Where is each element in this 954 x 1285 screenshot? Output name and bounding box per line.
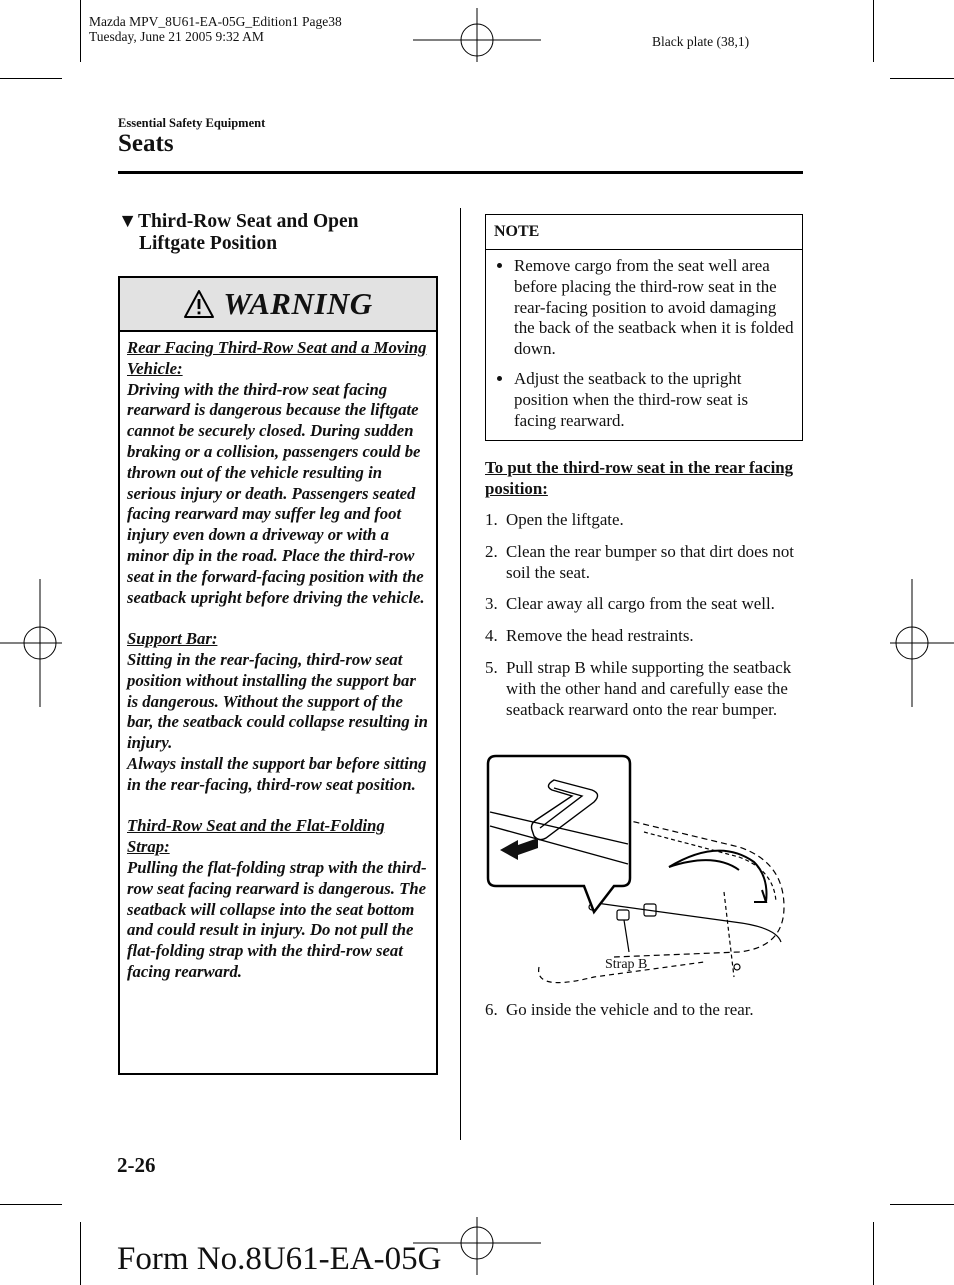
step-text: Remove the head restraints. xyxy=(506,626,694,646)
step-item xyxy=(485,658,805,720)
step-number: 1. xyxy=(485,510,498,529)
warning-body xyxy=(120,332,436,983)
warning-triangle-icon xyxy=(183,289,215,319)
step-number: 6. xyxy=(485,1000,498,1019)
form-number: Form No.8U61-EA-05G xyxy=(117,1241,442,1277)
heading-line2: Liftgate Position xyxy=(139,233,278,254)
step-item xyxy=(485,510,805,531)
seat-strap-illustration xyxy=(484,752,789,987)
figure-label: Strap B xyxy=(605,957,648,972)
plate-label: Black plate (38,1) xyxy=(652,34,750,49)
step-list xyxy=(485,510,805,731)
warning-box xyxy=(118,276,438,1075)
step-item xyxy=(485,542,805,584)
procedure-title: To put the third-row seat in the rear facing position: xyxy=(485,458,794,498)
column-divider xyxy=(460,208,461,1140)
warning-text: Pulling the flat-folding strap with the third-row seat facing rearward is dangerous. The seatback will collapse into the seat bottom and could result in injury. Do not pull the flat-folding strap with the third-row seat facing rearward. xyxy=(127,857,427,981)
heading-line1: Third-Row Seat and Open xyxy=(138,211,359,232)
warning-subtitle: Rear Facing Third-Row Seat and a Moving Vehicle: xyxy=(127,338,427,378)
warning-label: WARNING xyxy=(223,286,373,321)
step-number: 4. xyxy=(485,626,498,646)
warning-paragraph xyxy=(127,629,430,795)
warning-header xyxy=(120,278,436,332)
step-text: Go inside the vehicle and to the rear. xyxy=(506,1000,754,1019)
warning-text: Sitting in the rear-facing, third-row seat position without installing the support bar is dangerous. Without the support of the bar, the seatback could collapse resulting in injury. xyxy=(127,649,428,753)
step-text: Clean the rear bumper so that dirt does not soil the seat. xyxy=(506,541,794,582)
warning-subtitle: Support Bar: xyxy=(127,629,218,649)
step-number: 2. xyxy=(485,541,498,561)
title-rule xyxy=(118,171,803,174)
note-box xyxy=(485,214,803,441)
subsection-heading xyxy=(118,211,438,255)
heading-marker: ▼ xyxy=(118,211,138,232)
print-header-line2: Tuesday, June 21 2005 9:32 AM xyxy=(89,29,264,44)
warning-text: Always install the support bar before sitting in the rear-facing, third-row seat position. xyxy=(127,753,427,794)
warning-paragraph xyxy=(127,338,430,608)
warning-subtitle: Third-Row Seat and the Flat-Folding Strap: xyxy=(127,816,385,857)
note-item: • Adjust the seatback to the upright position when the third-row seat is facing rearward. xyxy=(514,369,794,431)
step-number: 3. xyxy=(485,594,498,614)
step-item xyxy=(485,626,805,647)
print-header-line1: Mazda MPV_8U61-EA-05G_Edition1 Page38 xyxy=(89,14,342,29)
note-title: NOTE xyxy=(486,215,802,250)
page-number: 2-26 xyxy=(117,1153,156,1177)
step-text: Pull strap B while supporting the seatback with the other hand and carefully ease the seatback rearward onto the rear bumper. xyxy=(506,657,792,719)
warning-paragraph xyxy=(127,816,430,982)
step-item xyxy=(485,594,805,615)
step-item xyxy=(485,1000,805,1021)
section-category: Essential Safety Equipment xyxy=(118,116,266,130)
note-item: • Remove cargo from the seat well area before placing the third-row seat in the rear-facing position to avoid damaging the back of the seatback when it is folded down. xyxy=(514,256,794,360)
page-title: Seats xyxy=(118,130,174,157)
warning-text: Driving with the third-row seat facing rearward is dangerous because the liftgate cannot be securely closed. During sudden braking or a collision, passengers could be thrown out of the vehicle resulting in serious injury or death. Passengers seated facing rearward may suffer leg and foot injury even down a driveway or with a minor dip in the road. Place the third-row seat in the forward-facing position with the seatback upright before driving the vehicle. xyxy=(127,379,425,607)
step-number: 5. xyxy=(485,657,498,677)
step-text: Clear away all cargo from the seat well. xyxy=(506,594,775,614)
step-text: Open the liftgate. xyxy=(506,510,624,529)
note-list xyxy=(486,250,802,431)
